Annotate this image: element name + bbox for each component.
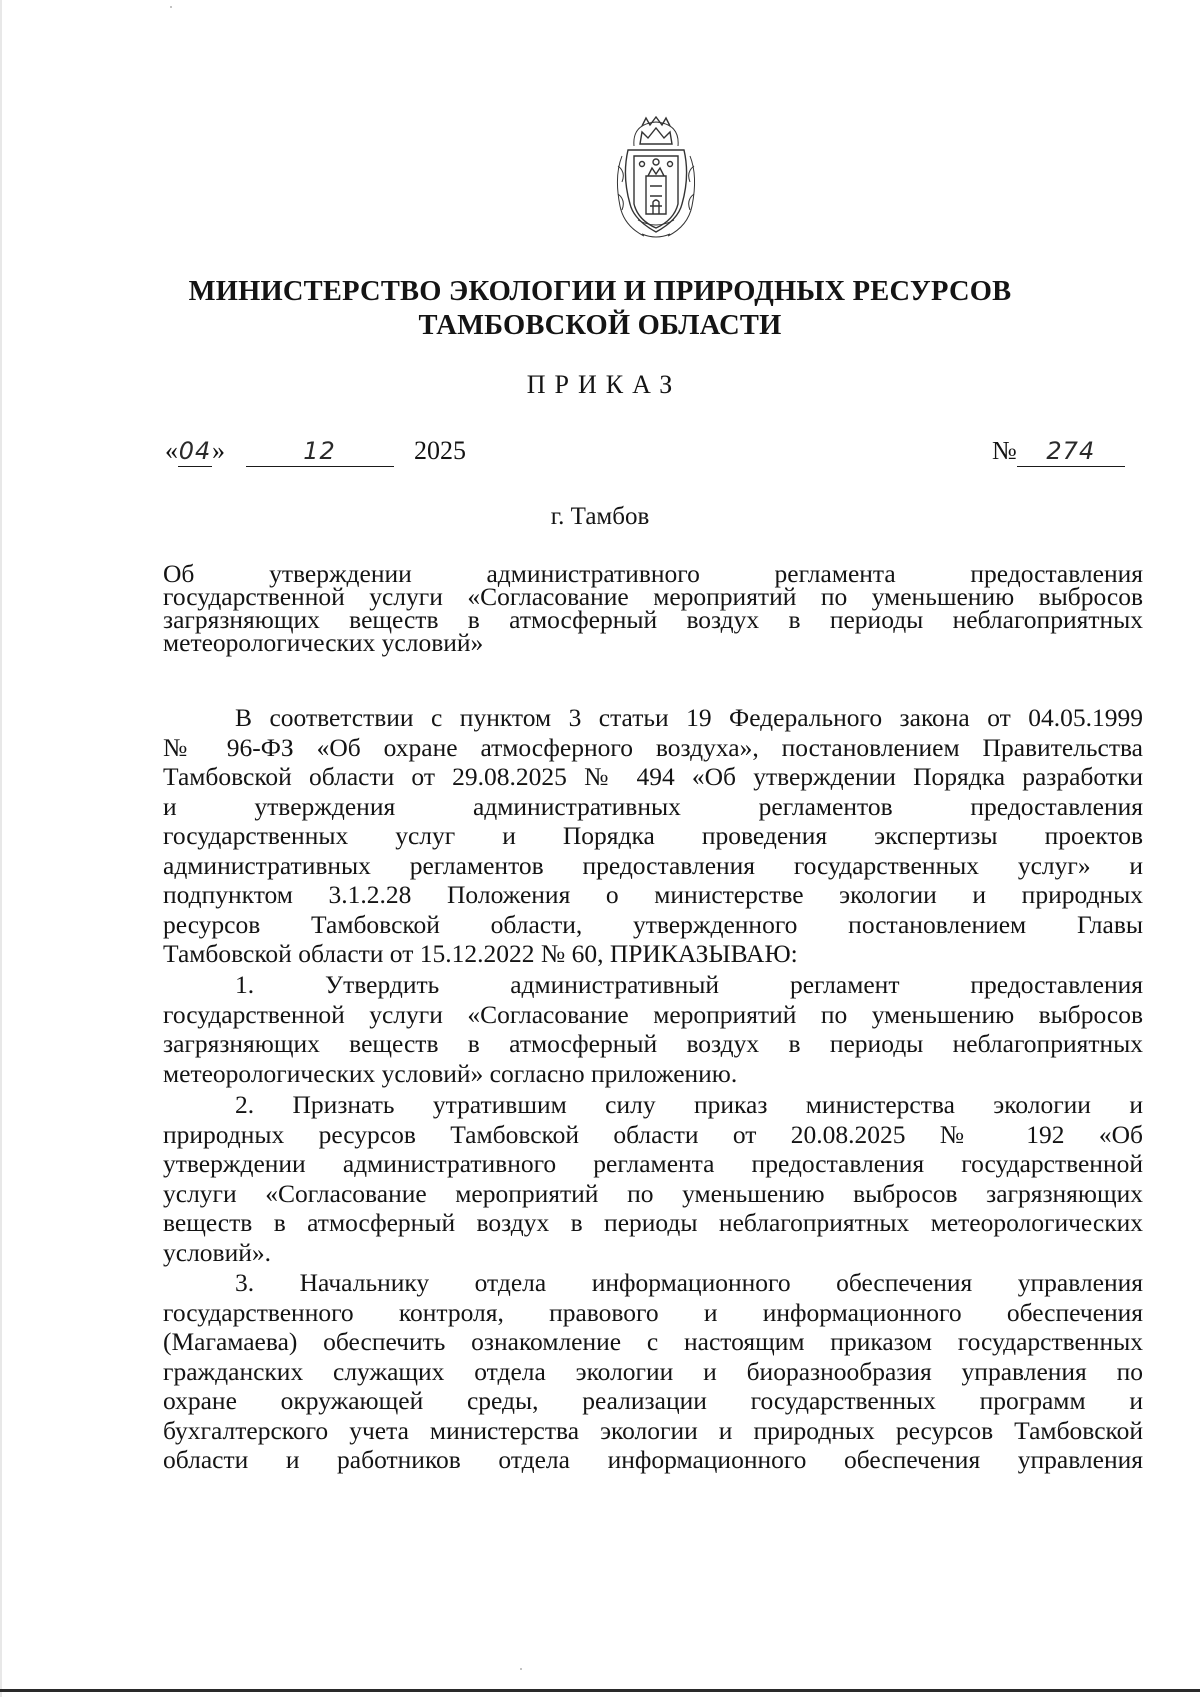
body-line: В соответствии с пунктом 3 статьи 19 Федерального закона от 04.05.1999 [235,703,1143,732]
body-line: 2. Признать утратившим силу приказ министерства экологии и [235,1090,1143,1119]
body-line: бухгалтерского учета министерства экологии и природных ресурсов Тамбовской [163,1415,1143,1445]
body-line: веществ в атмосферный воздух в периоды неблагоприятных метеорологических [163,1208,1143,1237]
number-sign: № [992,436,1017,465]
ministry-name-line2: ТАМБОВСКОЙ ОБЛАСТИ [418,310,782,341]
body-line: услуги «Согласование мероприятий по уменьшению выбросов загрязняющих [163,1178,1143,1208]
body-line: метеорологических условий» согласно приложению. [163,1058,738,1088]
quote-close: » [212,436,225,465]
order-city: г. Тамбов [550,503,650,530]
body-line: условий». [163,1237,272,1267]
order-number [992,436,1125,467]
body-line: Тамбовской области от 29.08.2025 № 494 «Об утверждении Порядка разработки [163,762,1143,791]
subject-line: Об утверждении административного регламента предоставления [163,559,1143,588]
coat-of-arms-emblem [612,116,700,242]
order-item-2 [163,1090,1143,1267]
order-title: ПРИКАЗ [526,370,682,399]
body-line: (Магамаева) обеспечить ознакомление с настоящим приказом государственных [163,1327,1143,1356]
order-item-1 [163,970,1143,1088]
body-line: № 96-ФЗ «Об охране атмосферного воздуха», постановлением Правительства [163,732,1143,762]
ministry-name-line1: МИНИСТЕРСТВО ЭКОЛОГИИ И ПРИРОДНЫХ РЕСУРСОВ [188,276,1012,307]
body-line: утверждении административного регламента предоставления государственной [163,1149,1143,1178]
body-line: гражданских служащих отдела экологии и биоразнообразия управления по [163,1356,1143,1386]
body-line: ресурсов Тамбовской области, утвержденного постановлением Главы [163,909,1143,939]
scan-speck [520,1668,522,1670]
order-item-3 [163,1268,1143,1475]
order-date [165,436,466,467]
scan-speck [170,6,172,8]
body-line: подпунктом 3.1.2.28 Положения о министерстве экологии и природных [163,880,1143,909]
body-line: Тамбовской области от 15.12.2022 № 60, ПРИКАЗЫВАЮ: [163,939,798,968]
body-line: государственного контроля, правового и информационного обеспечения [163,1297,1143,1327]
order-year: 2025 [414,436,466,465]
subject-line: загрязняющих веществ в атмосферный воздух в периоды неблагоприятных [163,605,1143,634]
body-line: 1. Утвердить административный регламент предоставления [235,970,1143,999]
body-line: и утверждения административных регламентов предоставления [163,791,1143,821]
subject-line: метеорологических условий» [163,628,484,657]
body-line: государственной услуги «Согласование мероприятий по уменьшению выбросов [163,999,1143,1029]
body-line: области и работников отдела информационного обеспечения управления [163,1445,1143,1474]
order-day: 04 [178,437,212,465]
subject-line: государственной услуги «Согласование мероприятий по уменьшению выбросов [163,582,1143,611]
order-subject [163,559,1143,657]
preamble-paragraph [163,703,1143,969]
body-line: природных ресурсов Тамбовской области от 20.08.2025 № 192 «Об [163,1119,1143,1149]
body-line: государственных услуг и Порядка проведения экспертизы проектов [163,821,1143,850]
body-line: административных регламентов предоставления государственных услуг» и [163,850,1143,880]
body-line: охране окружающей среды, реализации государственных программ и [163,1386,1143,1415]
scan-edge [0,0,2,1697]
body-line: 3. Начальнику отдела информационного обеспечения управления [235,1268,1143,1297]
scan-bottom-edge [0,1689,1200,1692]
body-line: загрязняющих веществ в атмосферный воздух в периоды неблагоприятных [163,1029,1143,1058]
quote-open: « [165,436,178,465]
order-month: 12 [246,436,394,467]
order-number-value: 274 [1017,436,1125,467]
